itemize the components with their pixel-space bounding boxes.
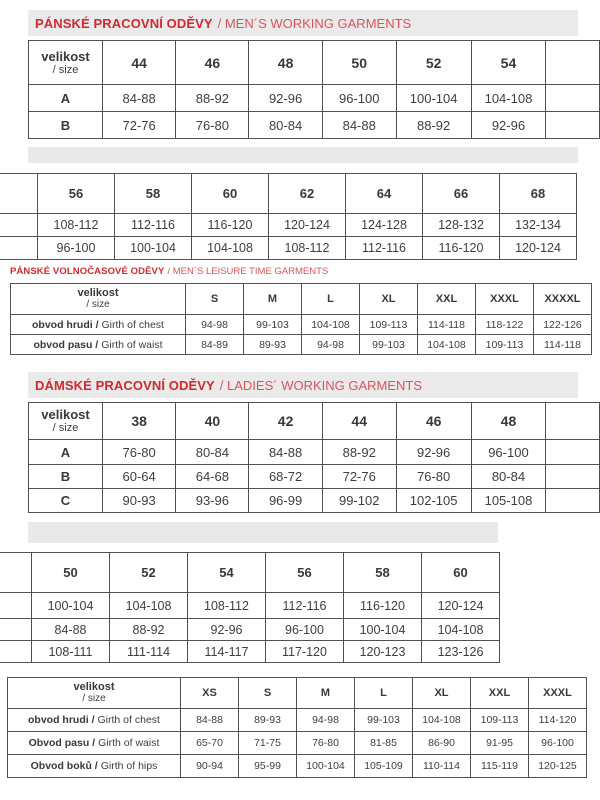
table-ladies-measurements xyxy=(7,677,587,778)
value-cell: 84-88 xyxy=(181,709,239,732)
row-label-cell: C xyxy=(29,489,103,513)
velikost-label: velikost xyxy=(73,681,115,693)
ladies-working-sizes-table-part1 xyxy=(28,402,600,516)
size-header-cell: 60 xyxy=(422,553,500,593)
cut-cell xyxy=(546,112,600,139)
value-cell: 88-92 xyxy=(322,440,396,465)
value-cell: 99-103 xyxy=(244,315,302,335)
section-title-english: / LADIES´ WORKING GARMENTS xyxy=(219,377,423,393)
size-header-cell: 46 xyxy=(176,41,249,85)
value-cell: 89-93 xyxy=(239,709,297,732)
size-header-cell: 48 xyxy=(249,41,322,85)
size-header-cell: 50 xyxy=(322,41,396,85)
value-cell: 104-108 xyxy=(413,709,471,732)
value-cell: 96-100 xyxy=(471,440,546,465)
size-header-cell: M xyxy=(297,678,355,709)
value-cell: 112-116 xyxy=(115,214,192,237)
size-label-header xyxy=(8,678,181,709)
table-mens-working-2 xyxy=(0,173,577,260)
value-cell: 99-102 xyxy=(322,489,396,513)
section-title-english: / MEN´S LEISURE TIME GARMENTS xyxy=(167,266,329,277)
value-cell: 117-120 xyxy=(266,641,344,663)
value-cell: 84-88 xyxy=(322,112,396,139)
cut-cell xyxy=(546,85,600,112)
measurement-label-english: Girth of waist xyxy=(101,338,163,351)
value-cell: 86-90 xyxy=(413,732,471,755)
measurement-label-czech: obvod hrudi / xyxy=(32,318,99,331)
size-header-cell: 38 xyxy=(103,403,176,440)
value-cell: 120-124 xyxy=(422,593,500,619)
measurement-label-czech: Obvod pasu / xyxy=(28,737,96,749)
value-cell: 114-118 xyxy=(418,315,476,335)
value-cell: 60-64 xyxy=(103,465,176,489)
value-cell: 84-88 xyxy=(249,440,322,465)
size-header-cell: 54 xyxy=(471,41,546,85)
value-cell: 96-100 xyxy=(529,732,587,755)
size-header-cell: 58 xyxy=(115,174,192,214)
value-cell: 90-93 xyxy=(103,489,176,513)
section-header-ladies-working xyxy=(28,372,578,398)
value-cell: 81-85 xyxy=(355,732,413,755)
value-cell: 109-113 xyxy=(471,709,529,732)
value-cell: 100-104 xyxy=(115,237,192,260)
value-cell: 100-104 xyxy=(344,619,422,641)
value-cell: 114-118 xyxy=(534,335,592,355)
value-cell: 92-96 xyxy=(471,112,546,139)
cut-cell xyxy=(546,440,600,465)
size-header-cell: 46 xyxy=(396,403,471,440)
size-header-cell: XL xyxy=(360,284,418,315)
velikost-label: velikost xyxy=(41,407,90,422)
size-header-cell: 50 xyxy=(32,553,110,593)
value-cell: 65-70 xyxy=(181,732,239,755)
value-cell: 96-100 xyxy=(266,619,344,641)
size-header-cell: 64 xyxy=(346,174,423,214)
section-title-czech: DÁMSKÉ PRACOVNÍ ODĚVY xyxy=(35,377,215,393)
value-cell: 92-96 xyxy=(188,619,266,641)
value-cell: 120-123 xyxy=(344,641,422,663)
value-cell: 122-126 xyxy=(534,315,592,335)
value-cell: 76-80 xyxy=(297,732,355,755)
size-header-cell: 60 xyxy=(192,174,269,214)
value-cell: 80-84 xyxy=(471,465,546,489)
velikost-label: velikost xyxy=(77,287,119,299)
value-cell: 108-111 xyxy=(32,641,110,663)
value-cell: 123-126 xyxy=(422,641,500,663)
value-cell: 90-94 xyxy=(181,755,239,778)
measurement-label-cell xyxy=(11,335,186,355)
size-header-cell: XXL xyxy=(471,678,529,709)
value-cell: 108-112 xyxy=(38,214,115,237)
ladies-working-sizes-table-part2 xyxy=(0,552,500,666)
value-cell: 100-104 xyxy=(297,755,355,778)
value-cell: 99-103 xyxy=(360,335,418,355)
table-mens-working-1 xyxy=(28,40,600,139)
measurement-label-cell xyxy=(8,755,181,778)
cut-cell xyxy=(546,403,600,440)
value-cell: 112-116 xyxy=(346,237,423,260)
value-cell: 95-99 xyxy=(239,755,297,778)
cut-cell xyxy=(0,174,38,214)
value-cell: 120-124 xyxy=(269,214,346,237)
size-header-cell: 56 xyxy=(266,553,344,593)
value-cell: 76-80 xyxy=(396,465,471,489)
size-header-cell: XXXXL xyxy=(534,284,592,315)
value-cell: 100-104 xyxy=(396,85,471,112)
value-cell: 80-84 xyxy=(176,440,249,465)
value-cell: 109-113 xyxy=(476,335,534,355)
value-cell: 71-75 xyxy=(239,732,297,755)
measurement-label-english: Girth of hips xyxy=(100,760,158,772)
cut-cell xyxy=(546,489,600,513)
value-cell: 72-76 xyxy=(322,465,396,489)
cut-cell xyxy=(0,593,32,619)
section-header-mens-leisure xyxy=(10,265,328,278)
size-header-cell: 56 xyxy=(38,174,115,214)
size-header-cell: 52 xyxy=(110,553,188,593)
measurement-label-english: Girth of chest xyxy=(101,318,164,331)
ladies-measurements-table xyxy=(7,677,587,778)
value-cell: 114-117 xyxy=(188,641,266,663)
measurement-label-cell xyxy=(11,315,186,335)
size-label: / size xyxy=(52,422,79,434)
value-cell: 84-88 xyxy=(103,85,176,112)
table-ladies-working-1 xyxy=(28,402,600,513)
divider-bar xyxy=(28,522,498,543)
section-title-english: / MEN´S WORKING GARMENTS xyxy=(217,15,412,31)
value-cell: 94-98 xyxy=(297,709,355,732)
row-label-cell: A xyxy=(29,85,103,112)
size-header-cell: 40 xyxy=(176,403,249,440)
section-header-mens-working xyxy=(28,10,578,36)
measurement-label-czech: Obvod boků / xyxy=(30,760,98,772)
value-cell: 112-116 xyxy=(266,593,344,619)
velikost-label: velikost xyxy=(41,48,90,64)
row-label-cell: A xyxy=(29,440,103,465)
value-cell: 104-108 xyxy=(192,237,269,260)
mens-working-sizes-table-part2 xyxy=(0,173,578,263)
size-header-cell: 58 xyxy=(344,553,422,593)
value-cell: 108-112 xyxy=(188,593,266,619)
value-cell: 115-119 xyxy=(471,755,529,778)
value-cell: 76-80 xyxy=(176,112,249,139)
value-cell: 91-95 xyxy=(471,732,529,755)
value-cell: 92-96 xyxy=(249,85,322,112)
value-cell: 88-92 xyxy=(176,85,249,112)
size-header-cell: 66 xyxy=(423,174,500,214)
value-cell: 118-122 xyxy=(476,315,534,335)
size-label-header xyxy=(11,284,186,315)
cut-cell xyxy=(0,553,32,593)
value-cell: 120-125 xyxy=(529,755,587,778)
value-cell: 84-89 xyxy=(186,335,244,355)
value-cell: 89-93 xyxy=(244,335,302,355)
size-label: / size xyxy=(82,693,106,704)
size-header-cell: 44 xyxy=(322,403,396,440)
measurement-label-english: Girth of chest xyxy=(97,714,160,726)
value-cell: 92-96 xyxy=(396,440,471,465)
value-cell: 104-108 xyxy=(418,335,476,355)
cut-cell xyxy=(0,214,38,237)
value-cell: 64-68 xyxy=(176,465,249,489)
value-cell: 68-72 xyxy=(249,465,322,489)
size-header-cell: 42 xyxy=(249,403,322,440)
value-cell: 105-109 xyxy=(355,755,413,778)
value-cell: 88-92 xyxy=(396,112,471,139)
size-header-cell: XS xyxy=(181,678,239,709)
measurement-label-cell xyxy=(8,709,181,732)
value-cell: 96-100 xyxy=(38,237,115,260)
value-cell: 114-120 xyxy=(529,709,587,732)
value-cell: 94-98 xyxy=(302,335,360,355)
value-cell: 96-100 xyxy=(322,85,396,112)
value-cell: 102-105 xyxy=(396,489,471,513)
size-header-cell: 68 xyxy=(500,174,577,214)
size-header-cell: XL xyxy=(413,678,471,709)
row-label-cell: B xyxy=(29,465,103,489)
value-cell: 116-120 xyxy=(423,237,500,260)
section-title-czech: PÁNSKÉ VOLNOČASOVÉ ODĚVY xyxy=(10,266,165,277)
size-header-cell: S xyxy=(239,678,297,709)
size-label-header xyxy=(29,41,103,85)
size-header-cell: XXXL xyxy=(529,678,587,709)
cut-cell xyxy=(546,465,600,489)
mens-working-sizes-table-part1 xyxy=(28,40,600,144)
size-label-header xyxy=(29,403,103,440)
value-cell: 132-134 xyxy=(500,214,577,237)
size-header-cell: L xyxy=(355,678,413,709)
measurement-label-english: Girth of waist xyxy=(98,737,160,749)
divider-bar xyxy=(28,147,578,163)
value-cell: 96-99 xyxy=(249,489,322,513)
measurement-label-czech: obvod pasu / xyxy=(33,338,99,351)
value-cell: 94-98 xyxy=(186,315,244,335)
cut-cell xyxy=(0,641,32,663)
value-cell: 93-96 xyxy=(176,489,249,513)
value-cell: 116-120 xyxy=(344,593,422,619)
size-header-cell: 44 xyxy=(103,41,176,85)
value-cell: 105-108 xyxy=(471,489,546,513)
size-header-cell: 48 xyxy=(471,403,546,440)
measurement-label-czech: obvod hrudi / xyxy=(28,714,95,726)
value-cell: 80-84 xyxy=(249,112,322,139)
size-header-cell: 62 xyxy=(269,174,346,214)
size-header-cell: L xyxy=(302,284,360,315)
size-header-cell: 52 xyxy=(396,41,471,85)
size-header-cell: XXXL xyxy=(476,284,534,315)
value-cell: 76-80 xyxy=(103,440,176,465)
cut-cell xyxy=(0,237,38,260)
measurement-label-cell xyxy=(8,732,181,755)
mens-leisure-sizes-table xyxy=(10,283,592,355)
value-cell: 104-108 xyxy=(110,593,188,619)
size-header-cell: 54 xyxy=(188,553,266,593)
size-label: / size xyxy=(86,299,110,310)
cut-cell xyxy=(546,41,600,85)
value-cell: 100-104 xyxy=(32,593,110,619)
size-header-cell: M xyxy=(244,284,302,315)
table-ladies-working-2 xyxy=(0,552,500,663)
cut-cell xyxy=(0,619,32,641)
value-cell: 111-114 xyxy=(110,641,188,663)
value-cell: 88-92 xyxy=(110,619,188,641)
value-cell: 116-120 xyxy=(192,214,269,237)
section-title-czech: PÁNSKÉ PRACOVNÍ ODĚVY xyxy=(35,15,213,31)
value-cell: 109-113 xyxy=(360,315,418,335)
value-cell: 104-108 xyxy=(471,85,546,112)
value-cell: 110-114 xyxy=(413,755,471,778)
table-mens-leisure xyxy=(10,283,592,355)
size-label: / size xyxy=(52,63,79,76)
value-cell: 104-108 xyxy=(422,619,500,641)
value-cell: 120-124 xyxy=(500,237,577,260)
row-label-cell: B xyxy=(29,112,103,139)
value-cell: 72-76 xyxy=(103,112,176,139)
value-cell: 99-103 xyxy=(355,709,413,732)
size-header-cell: S xyxy=(186,284,244,315)
value-cell: 104-108 xyxy=(302,315,360,335)
value-cell: 108-112 xyxy=(269,237,346,260)
value-cell: 128-132 xyxy=(423,214,500,237)
size-header-cell: XXL xyxy=(418,284,476,315)
value-cell: 84-88 xyxy=(32,619,110,641)
value-cell: 124-128 xyxy=(346,214,423,237)
